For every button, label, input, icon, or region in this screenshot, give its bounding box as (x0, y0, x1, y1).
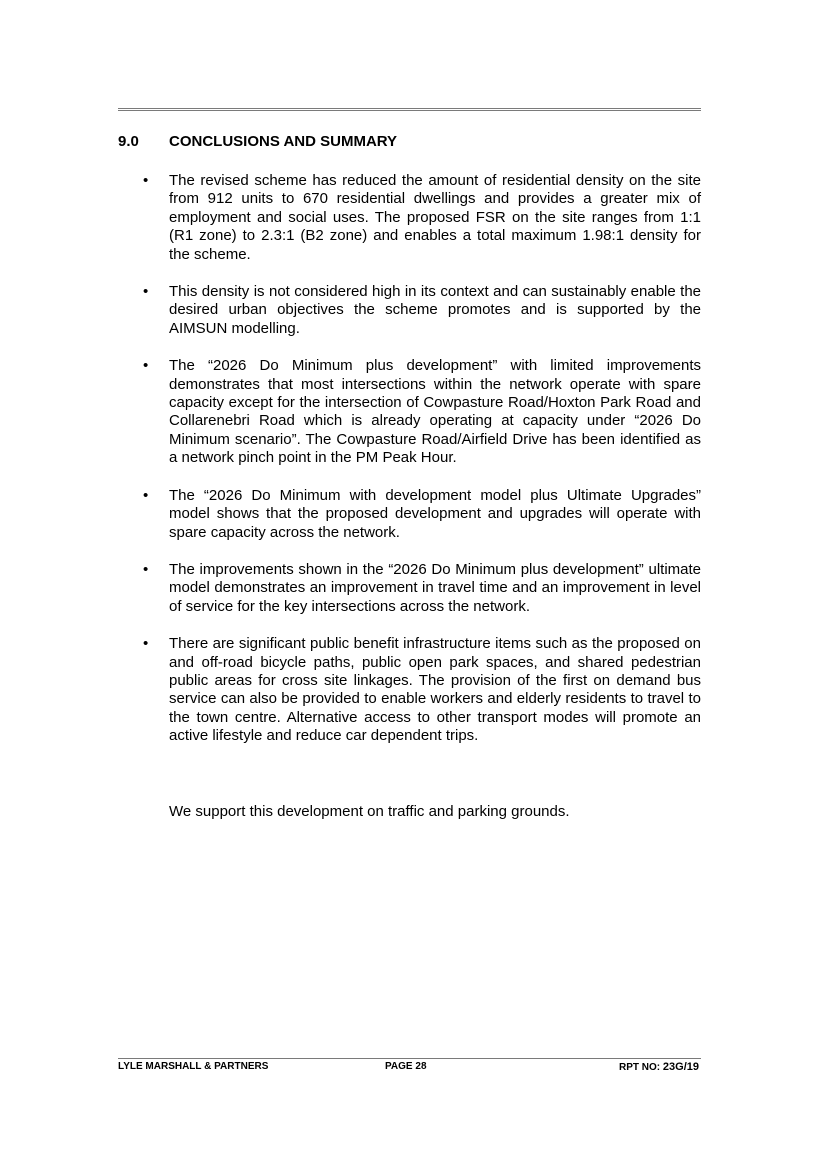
section-heading (118, 133, 397, 150)
bullet-text: The “2026 Do Minimum with development model plus Ultimate Upgrades” model shows that the proposed development and upgrades will operate with spare capacity across the network. (169, 486, 701, 541)
section-title: CONCLUSIONS AND SUMMARY (169, 133, 398, 150)
summary-bullet-list (140, 172, 701, 765)
bullet-item (140, 172, 701, 264)
footer-rule (118, 1058, 701, 1059)
bullet-item (140, 635, 701, 745)
bullet-text: The improvements shown in the “2026 Do Minimum plus development” ultimate model demonstrates an improvement in travel time and an improvement in level of service for the key intersections across the network. (169, 560, 701, 615)
footer-report-number (619, 1061, 699, 1073)
header-rule (118, 108, 701, 111)
bullet-icon: • (143, 635, 149, 653)
closing-statement: We support this development on traffic and parking grounds. (169, 803, 570, 820)
footer-page-number: PAGE 28 (385, 1061, 427, 1072)
bullet-text: There are significant public benefit infrastructure items such as the proposed on and off-road bicycle paths, public open park spaces, and shared pedestrian public areas for cross site linkages. The provision of the first on demand bus service can also be provided to enable workers and elderly residents to travel to the town centre. Alternative access to other transport modes will promote an active lifestyle and reduce car dependent trips. (169, 635, 701, 745)
bullet-text: The “2026 Do Minimum plus development” with limited improvements demonstrates that most intersections within the network operate with spare capacity except for the intersection of Cowpasture Road/Hoxton Park Road and Collarenebri Road which is already operating at capacity under “2026 Do Minimum scenario”. The Cowpasture Road/Airfield Drive has been identified as a network pinch point in the PM Peak Hour. (169, 357, 701, 467)
report-value: 23G/19 (662, 1061, 699, 1073)
bullet-item (140, 283, 701, 338)
bullet-text: This density is not considered high in its context and can sustainably enable the desired urban objectives the scheme promotes and is supported by the AIMSUN modelling. (169, 283, 701, 337)
bullet-icon: • (143, 560, 149, 578)
bullet-item (140, 357, 701, 467)
bullet-text: The revised scheme has reduced the amount of residential density on the site from 912 units to 670 residential dwellings and provides a greater mix of employment and social uses. The proposed FSR on the site ranges from 1:1 (R1 zone) to 2.3:1 (B2 zone) and enables a total maximum 1.98:1 density for the scheme. (169, 172, 701, 263)
bullet-item (140, 487, 701, 542)
footer-company: LYLE MARSHALL & PARTNERS (118, 1061, 269, 1072)
bullet-item (140, 561, 701, 616)
bullet-icon: • (143, 486, 149, 504)
section-number: 9.0 (118, 133, 139, 150)
bullet-icon: • (143, 283, 149, 301)
bullet-icon: • (143, 357, 149, 375)
report-label: RPT NO: (619, 1062, 661, 1073)
bullet-icon: • (143, 172, 149, 189)
